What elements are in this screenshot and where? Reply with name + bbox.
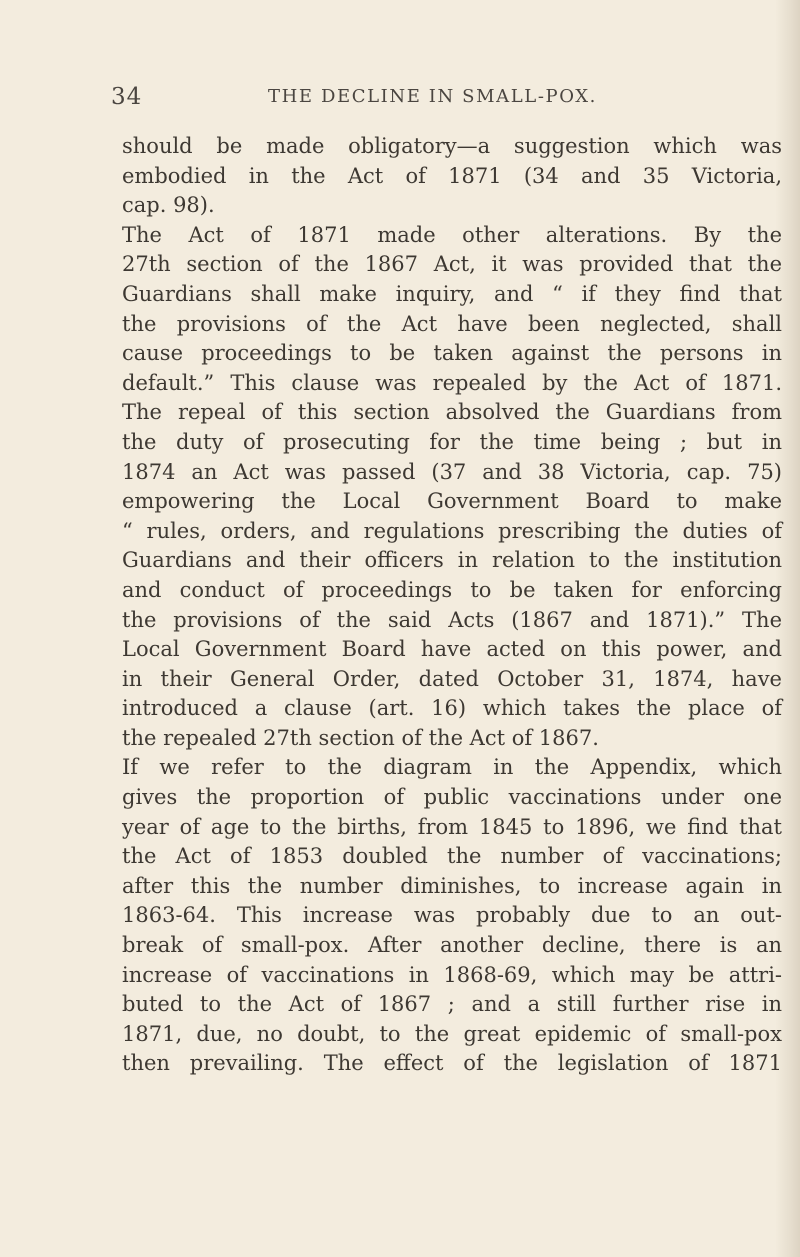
running-title: THE DECLINE IN SMALL-POX.: [268, 86, 598, 107]
text-line: “ rules, orders, and regulations prescribing the duties of: [122, 518, 782, 543]
body-text: [122, 132, 782, 1079]
text-line: buted to the Act of 1867 ; and a still further rise in: [122, 992, 782, 1017]
text-line: the repealed 27th section of the Act of 1867.: [122, 725, 599, 750]
page-number: 34: [111, 84, 143, 110]
text-line: in their General Order, dated October 31, 1874, have: [122, 666, 782, 691]
text-line: and conduct of proceedings to be taken for enforcing: [122, 577, 782, 602]
text-line: default.” This clause was repealed by the Act of 1871.: [122, 370, 782, 395]
text-line: 27th section of the 1867 Act, it was provided that the: [122, 252, 782, 277]
text-line: the duty of prosecuting for the time being ; but in: [122, 429, 782, 454]
text-line: should be made obligatory—a suggestion which was: [122, 134, 782, 158]
text-line: introduced a clause (art. 16) which takes the place of: [122, 696, 782, 721]
text-line: increase of vaccinations in 1868-69, which may be attri-: [122, 962, 782, 987]
text-line: embodied in the Act of 1871 (34 and 35 Victoria,: [122, 163, 782, 188]
text-line: Guardians shall make inquiry, and “ if they find that: [122, 281, 782, 306]
text-line: the Act of 1853 doubled the number of vaccinations;: [122, 844, 782, 869]
text-line: gives the proportion of public vaccinations under one: [122, 785, 782, 810]
text-line: Guardians and their officers in relation to the institution: [122, 548, 782, 573]
page-header: [0, 84, 800, 116]
text-line: break of small-pox. After another decline, there is an: [122, 933, 782, 958]
text-line: cause proceedings to be taken against the persons in: [122, 341, 782, 366]
text-line: after this the number diminishes, to increase again in: [122, 873, 782, 898]
text-line: Local Government Board have acted on this power, and: [122, 637, 782, 662]
text-line: The Act of 1871 made other alterations. By the: [122, 222, 782, 247]
text-line: then prevailing. The effect of the legislation of 1871: [122, 1051, 782, 1076]
text-line: the provisions of the Act have been neglected, shall: [122, 311, 782, 336]
text-line: 1863-64. This increase was probably due to an out-: [122, 903, 782, 928]
text-line: year of age to the births, from 1845 to 1896, we find that: [122, 814, 782, 839]
text-line: 1871, due, no doubt, to the great epidemic of small-pox: [122, 1021, 782, 1046]
text-line: The repeal of this section absolved the Guardians from: [122, 400, 782, 425]
text-line: 1874 an Act was passed (37 and 38 Victoria, cap. 75): [122, 459, 782, 484]
text-line: empowering the Local Government Board to make: [122, 489, 782, 514]
text-line: If we refer to the diagram in the Appendix, which: [122, 755, 782, 780]
text-line: the provisions of the said Acts (1867 and 1871).” The: [122, 607, 782, 632]
text-line: cap. 98).: [122, 193, 215, 218]
